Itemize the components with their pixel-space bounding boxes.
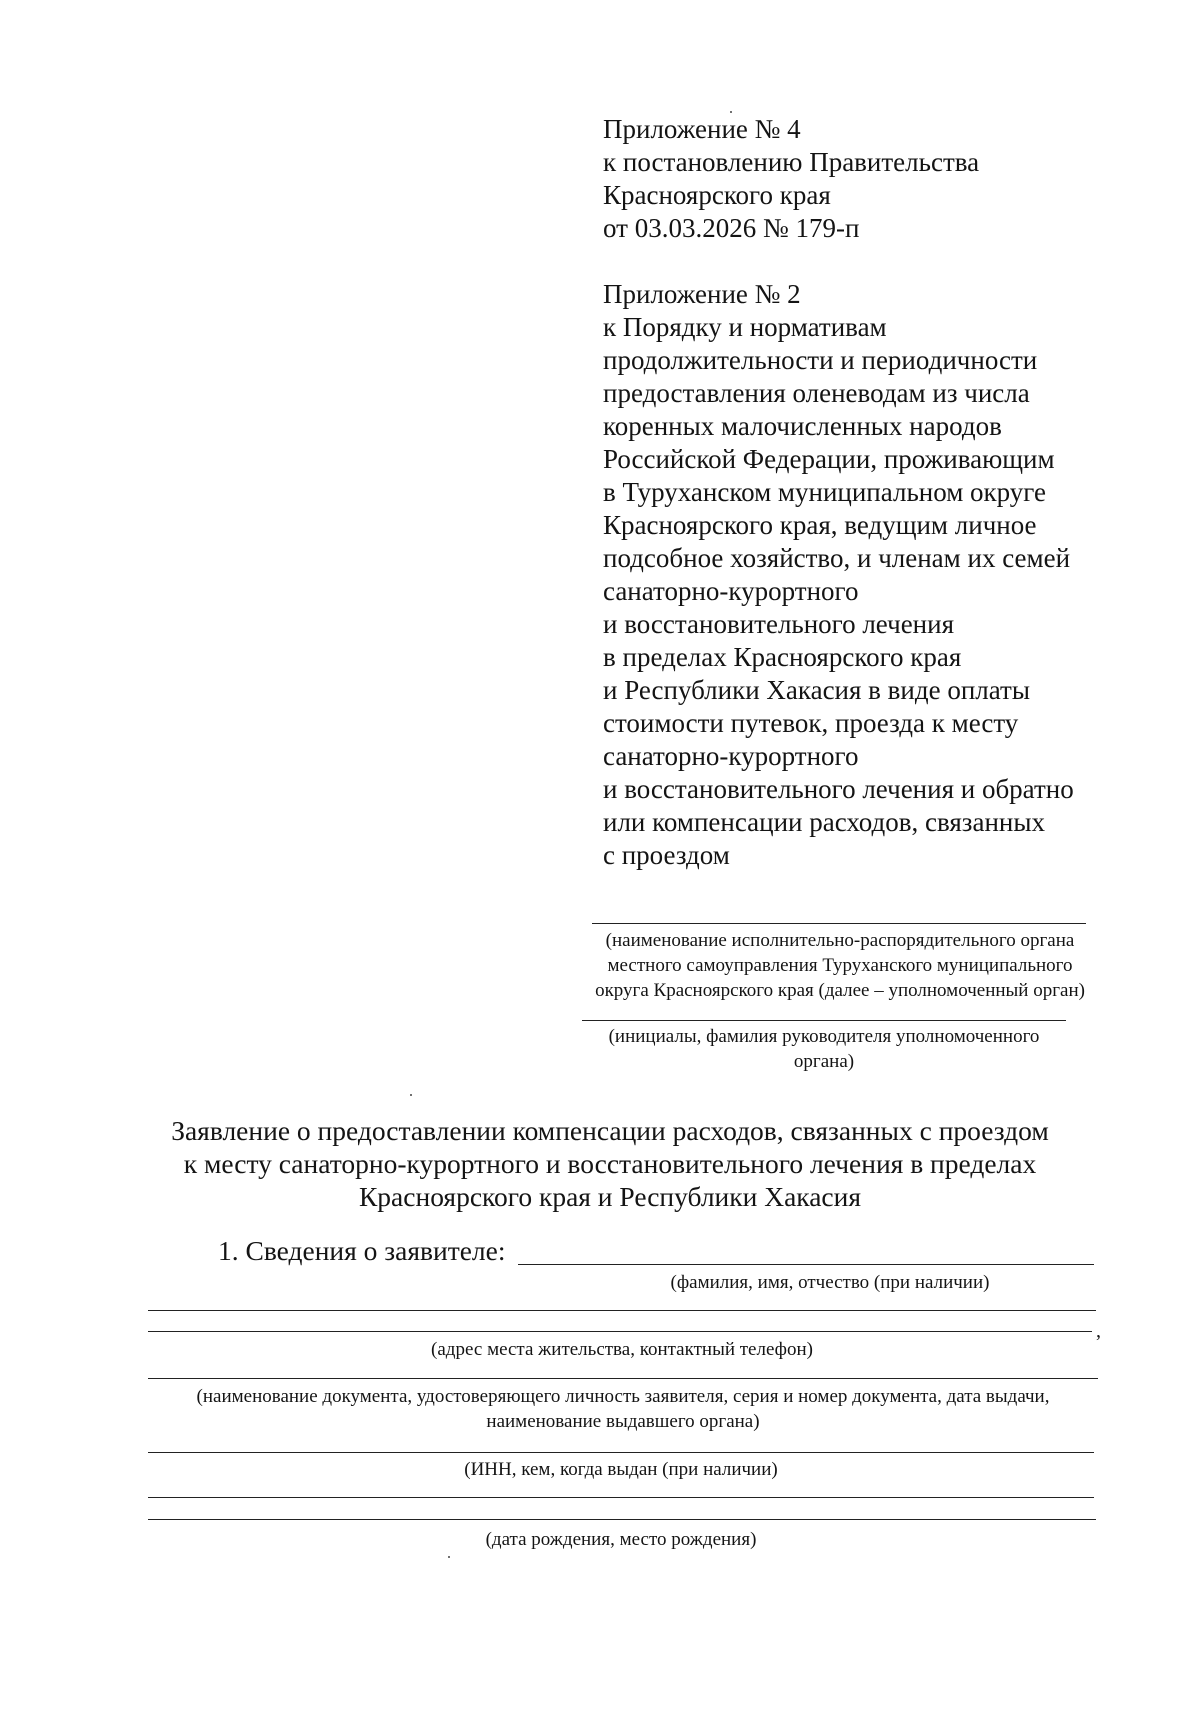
birth-info-caption: (дата рождения, место рождения): [485, 1529, 757, 1550]
authority-name-line[interactable]: [592, 923, 1086, 924]
attachment-line: коренных малочисленных народов: [603, 411, 1002, 441]
identity-document-caption: (наименование документа, удостоверяющего личность заявителя, серия и номер документа, дата выдачи, наименование выдавшего органа): [196, 1386, 1050, 1432]
scan-speck: [410, 1094, 412, 1096]
attachment-line: и восстановительного лечения: [603, 609, 954, 639]
attachment-line: с проездом: [603, 840, 730, 870]
scan-speck: [730, 111, 732, 113]
applicant-fio-caption: (фамилия, имя, отчество (при наличии): [670, 1272, 990, 1293]
attachment-line: в Туруханском муниципальном округе: [603, 477, 1046, 507]
attachment-line: к Порядку и нормативам: [603, 312, 887, 342]
attachment-line: продолжительности и периодичности: [603, 345, 1038, 375]
identity-document-line[interactable]: [148, 1378, 1098, 1379]
address-comma: ,: [1096, 1320, 1101, 1342]
inn-line[interactable]: [148, 1452, 1094, 1453]
attachment-line: Красноярского края, ведущим личное: [603, 510, 1037, 540]
attachment-line: санаторно-курортного: [603, 741, 859, 771]
applicant-address-caption: (адрес места жительства, контактный телефон): [431, 1339, 813, 1360]
authority-head-line[interactable]: [582, 1020, 1066, 1021]
attachment-line: Красноярского края: [603, 180, 831, 210]
attachment-line: подсобное хозяйство, и членам их семей: [603, 543, 1071, 573]
applicant-address-line-1[interactable]: [148, 1310, 1096, 1311]
attachment-line: предоставления оленеводам из числа: [603, 378, 1030, 408]
authority-head-caption: (инициалы, фамилия руководителя уполномоченного органа): [608, 1026, 1040, 1072]
attachment-header-current: [603, 113, 979, 245]
attachment-line: в пределах Красноярского края: [603, 642, 962, 672]
section-1-heading: 1. Сведения о заявителе:: [218, 1235, 506, 1266]
applicant-address-line-2[interactable]: [148, 1331, 1092, 1332]
attachment-line: от 03.03.2026 № 179-п: [603, 213, 860, 243]
scan-speck: [448, 1556, 450, 1558]
attachment-line: к постановлению Правительства: [603, 147, 980, 177]
birth-info-line-2[interactable]: [148, 1519, 1096, 1520]
attachment-line: Российской Федерации, проживающим: [603, 444, 1055, 474]
attachment-line: или компенсации расходов, связанных: [603, 807, 1045, 837]
attachment-line: и Республики Хакасия в виде оплаты: [603, 675, 1030, 705]
attachment-line: стоимости путевок, проезда к месту: [603, 708, 1019, 738]
attachment-line: санаторно-курортного: [603, 576, 859, 606]
birth-info-line-1[interactable]: [148, 1497, 1094, 1498]
inn-caption: (ИНН, кем, когда выдан (при наличии): [464, 1459, 778, 1480]
authority-name-caption: (наименование исполнительно-распорядительного органа местного самоуправления Туруханского муниципального округа Красноярского края (далее – уполномоченный орган): [595, 930, 1085, 1001]
applicant-fio-line[interactable]: [518, 1264, 1094, 1265]
application-title: Заявление о предоставлении компенсации расходов, связанных с проездом к месту санаторно-курортного и восстановительного лечения в пределах Красноярского края и Республики Хакасия: [171, 1115, 1049, 1212]
attachment-line: и восстановительного лечения и обратно: [603, 774, 1074, 804]
attachment-line: Приложение № 2: [603, 279, 801, 309]
attachment-line: Приложение № 4: [603, 114, 801, 144]
attachment-header-previous: [603, 278, 1074, 872]
